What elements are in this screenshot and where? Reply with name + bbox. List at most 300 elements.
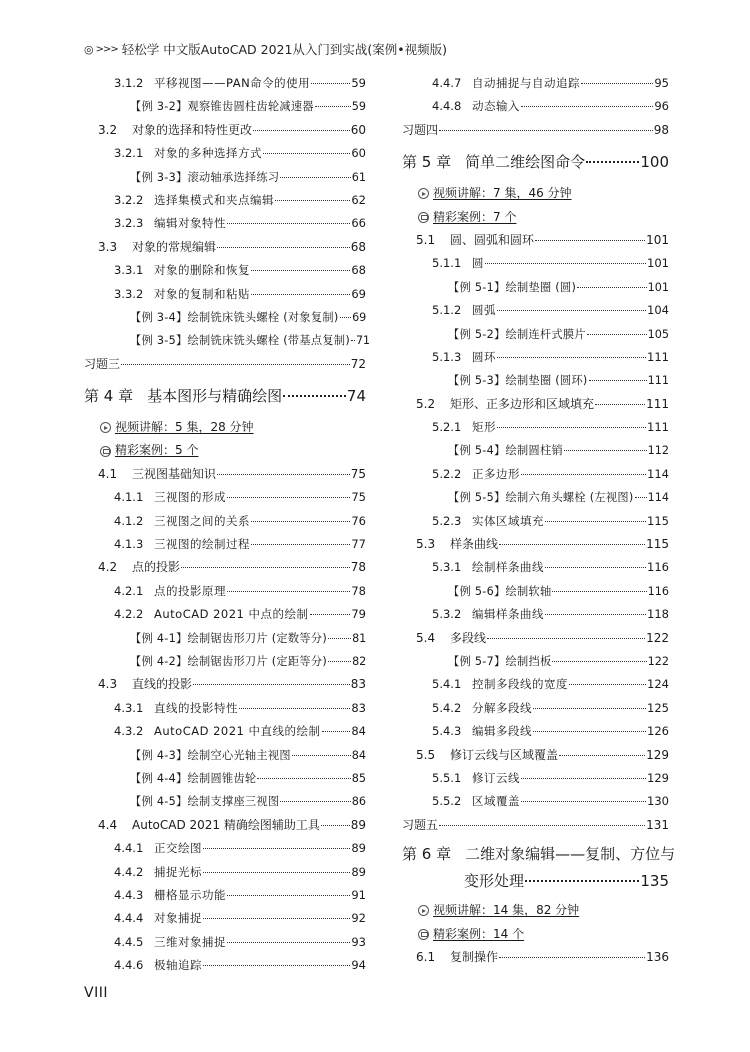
section-number: 5.4 <box>416 630 436 645</box>
meta-text: 精彩案例：14 个 <box>433 926 525 941</box>
page-ref: 62 <box>351 192 366 207</box>
page-ref: 111 <box>647 349 669 364</box>
dot-leader <box>227 894 350 896</box>
page-ref: 61 <box>351 170 366 184</box>
dot-leader <box>251 520 350 522</box>
toc-exercises <box>402 814 669 837</box>
toc-subsection <box>84 720 366 743</box>
section-number: 5.2.3 <box>432 513 462 528</box>
entry-title: 栅格显示功能 <box>154 887 226 902</box>
page-ref: 68 <box>350 239 366 254</box>
dot-leader <box>497 426 646 428</box>
entry-title: 对象捕捉 <box>154 911 202 926</box>
dot-leader <box>310 613 351 615</box>
toc-example <box>84 790 366 813</box>
section-number: 3.2.1 <box>114 146 144 161</box>
toc-subsection <box>402 346 669 369</box>
section-number: 3.2 <box>98 122 118 137</box>
chapter-meta <box>84 439 366 462</box>
entry-title: AutoCAD 2021 中直线的绘制 <box>154 724 321 739</box>
toc-example <box>84 95 366 118</box>
page-ref: 92 <box>351 911 366 926</box>
dot-leader <box>217 246 350 248</box>
header-arrows-icon: >>> <box>95 44 118 55</box>
page-ref: 111 <box>646 396 669 411</box>
header-book-title: 轻松学 中文版AutoCAD 2021从入门到实战(案例•视频版) <box>121 42 448 57</box>
dot-leader <box>227 941 350 943</box>
page-ref: 124 <box>647 677 669 692</box>
page-ref: 91 <box>351 887 366 902</box>
page-ref: 86 <box>351 795 366 809</box>
page-ref: 79 <box>351 607 366 622</box>
entry-title: 三视图的绘制过程 <box>154 537 250 552</box>
case-book-icon <box>100 446 111 457</box>
page-ref: 78 <box>350 560 366 575</box>
section-number: 4.4.4 <box>114 911 144 926</box>
entry-title: 自动捕捉与自动追踪 <box>472 76 580 90</box>
toc-subsection <box>402 252 669 275</box>
section-number: 5.5.2 <box>432 794 462 809</box>
page-ref: 104 <box>647 303 669 318</box>
dot-leader <box>227 590 350 592</box>
meta-text: 精彩案例：7 个 <box>433 209 517 224</box>
section-number: 5.3.1 <box>432 560 462 575</box>
section-number: 4.4 <box>98 817 118 832</box>
meta-text: 精彩案例：5 个 <box>115 443 199 458</box>
dot-leader <box>497 309 646 311</box>
page-ref: 93 <box>351 934 366 949</box>
entry-title: AutoCAD 2021 精确绘图辅助工具 <box>132 817 320 832</box>
toc-chapter <box>402 841 676 895</box>
entry-title: 修订云线与区域覆盖 <box>450 747 559 762</box>
page-ref: 115 <box>647 513 669 528</box>
entry-title: 【例 4-5】绘制支撑座三视图 <box>130 795 280 809</box>
dot-leader <box>586 160 639 163</box>
page-ref: 111 <box>647 374 669 388</box>
entry-title: 【例 4-4】绘制圆锥齿轮 <box>130 771 257 785</box>
toc-subsection <box>84 212 366 235</box>
entry-title: 习题五 <box>402 817 439 832</box>
toc-subsection <box>84 283 366 306</box>
page-ref: 78 <box>351 583 366 598</box>
section-number: 4.2.1 <box>114 583 144 598</box>
entry-title: 多段线 <box>450 630 487 645</box>
dot-leader <box>545 613 646 615</box>
toc-subsection <box>84 954 366 977</box>
entry-title: 对象的常规编辑 <box>132 239 217 254</box>
section-number: 5.2.1 <box>432 420 462 435</box>
page-ref: 94 <box>351 958 366 973</box>
toc-section <box>84 119 366 142</box>
toc-section <box>402 393 669 416</box>
toc-subsection <box>84 884 366 907</box>
section-number: 4.2.2 <box>114 607 144 622</box>
page-ref: 72 <box>350 356 366 371</box>
dot-leader <box>499 543 645 545</box>
page-ref: 59 <box>351 76 366 90</box>
toc-example <box>84 329 370 352</box>
dot-leader <box>545 566 646 568</box>
chapter-title: 二维对象编辑——复制、方位与 <box>465 845 676 864</box>
dot-leader <box>635 496 647 498</box>
chapter-meta <box>84 416 366 439</box>
toc-subsection <box>402 463 669 486</box>
toc-example <box>84 744 366 767</box>
entry-title: 圆 <box>472 256 484 271</box>
case-book-icon <box>418 212 429 223</box>
page-ref: 69 <box>352 310 366 324</box>
dot-leader <box>263 152 350 154</box>
dot-leader <box>439 129 653 131</box>
page-ref: 59 <box>351 100 366 114</box>
toc-right-column <box>402 72 676 969</box>
video-play-icon <box>100 422 111 433</box>
dot-leader <box>487 637 645 639</box>
dot-leader <box>545 520 646 522</box>
page-ref: 101 <box>647 280 669 294</box>
entry-title: 【例 3-4】绘制铣床铣头螺栓 (对象复制) <box>130 310 339 324</box>
page-ref: 60 <box>351 146 366 161</box>
dot-leader <box>533 730 646 732</box>
entry-title: 【例 3-5】绘制铣床铣头螺栓 (带基点复制) <box>130 334 351 348</box>
toc-subsection <box>402 72 669 95</box>
dot-leader <box>292 754 351 756</box>
entry-title: 直线的投影特性 <box>154 700 238 715</box>
section-number: 3.3 <box>98 239 118 254</box>
dot-leader <box>251 269 350 271</box>
entry-title: 【例 5-5】绘制六角头螺栓 (左视图) <box>448 491 634 505</box>
dot-leader <box>283 394 346 397</box>
page-ref: 84 <box>351 724 366 739</box>
page-ref: 100 <box>640 153 669 172</box>
toc-subsection <box>84 486 366 509</box>
section-number: 3.2.2 <box>114 192 144 207</box>
entry-title: 圆、圆弧和圆环 <box>450 232 535 247</box>
dot-leader <box>311 82 350 84</box>
page-ref: 75 <box>350 466 366 481</box>
section-number: 5.5.1 <box>432 770 462 785</box>
toc-subsection <box>402 767 669 790</box>
dot-leader <box>589 379 647 381</box>
entry-title: 分解多段线 <box>472 700 532 715</box>
entry-title: 对象的多种选择方式 <box>154 146 262 161</box>
meta-text: 视频讲解：7 集，46 分钟 <box>433 186 572 201</box>
section-number: 4.4.5 <box>114 934 144 949</box>
section-number: 4.4.7 <box>432 76 462 90</box>
section-number: 5.1 <box>416 232 436 247</box>
entry-title: 正交绘图 <box>154 841 202 856</box>
page-ref: 69 <box>351 286 366 301</box>
toc-subsection <box>84 142 366 165</box>
page-ref: 77 <box>351 537 366 552</box>
section-number: 6.1 <box>416 949 436 964</box>
page-ref: 75 <box>351 490 366 505</box>
page-ref: 95 <box>654 76 669 90</box>
page-ref: 122 <box>646 630 669 645</box>
dot-leader <box>535 239 645 241</box>
entry-title: 【例 5-6】绘制软轴 <box>448 584 552 598</box>
toc-subsection <box>84 533 366 556</box>
dot-leader <box>499 956 645 958</box>
entry-title: 矩形、正多边形和区域填充 <box>450 396 595 411</box>
dot-leader <box>280 176 350 178</box>
section-number: 3.3.1 <box>114 263 144 278</box>
dot-leader <box>227 496 350 498</box>
toc-example <box>402 650 669 673</box>
toc-example <box>402 439 669 462</box>
case-book-icon <box>418 929 429 940</box>
chapter-title: 简单二维绘图命令 <box>465 153 586 172</box>
toc-example <box>402 369 669 392</box>
chapter-title: 基本图形与精确绘图 <box>147 387 283 406</box>
section-number: 5.2.2 <box>432 466 462 481</box>
toc-subsection <box>84 580 366 603</box>
entry-title: 动态输入 <box>472 99 520 114</box>
dot-leader <box>485 262 646 264</box>
dot-leader <box>552 660 646 662</box>
dot-leader <box>497 356 646 358</box>
section-number: 5.5 <box>416 747 436 762</box>
toc-subsection <box>402 556 669 579</box>
section-number: 4.3 <box>98 677 118 692</box>
section-number: 5.3.2 <box>432 607 462 622</box>
entry-title: 【例 5-1】绘制垫圈 (圆) <box>448 280 577 294</box>
toc-subsection <box>84 259 366 282</box>
toc-subsection <box>84 510 366 533</box>
toc-subsection <box>402 673 669 696</box>
dot-leader <box>521 105 653 107</box>
page-ref: 112 <box>647 444 669 458</box>
toc-section <box>402 533 669 556</box>
entry-title: 【例 5-3】绘制垫圈 (圆环) <box>448 374 588 388</box>
dot-leader <box>253 129 350 131</box>
page-ref: 89 <box>351 864 366 879</box>
toc-section <box>84 814 366 837</box>
chapter-meta <box>402 923 669 946</box>
entry-title: 对象的复制和粘贴 <box>154 286 250 301</box>
entry-title: 矩形 <box>472 420 496 435</box>
toc-subsection <box>402 510 669 533</box>
section-number: 4.1.3 <box>114 537 144 552</box>
page-ref: 76 <box>351 513 366 528</box>
toc-example <box>84 650 366 673</box>
page-ref: 125 <box>647 700 669 715</box>
page-ref: 96 <box>654 99 669 114</box>
toc-example <box>402 323 669 346</box>
entry-title: 复制操作 <box>450 949 499 964</box>
section-number: 5.4.2 <box>432 700 462 715</box>
toc-subsection <box>84 931 366 954</box>
dot-leader <box>227 222 350 224</box>
toc-example <box>84 166 366 189</box>
toc-example <box>402 486 669 509</box>
section-number: 5.2 <box>416 396 436 411</box>
section-number: 5.4.3 <box>432 724 462 739</box>
toc-exercises <box>402 119 669 142</box>
page-ref: 83 <box>350 677 366 692</box>
page-ref: 129 <box>647 770 669 785</box>
entry-title: 控制多段线的宽度 <box>472 677 568 692</box>
chapter-meta <box>402 206 669 229</box>
chapter-line-1 <box>402 841 676 868</box>
running-header <box>84 40 684 60</box>
section-number: 4.3.1 <box>114 700 144 715</box>
entry-title: 三维对象捕捉 <box>154 934 226 949</box>
entry-title: 【例 5-2】绘制连杆式膜片 <box>448 327 586 341</box>
dot-leader <box>564 449 647 451</box>
chapter-number: 第 4 章 <box>84 387 134 406</box>
dot-leader <box>559 754 645 756</box>
page-ref: 98 <box>653 122 669 137</box>
toc-subsection <box>402 299 669 322</box>
chapter-meta <box>402 182 669 205</box>
dot-leader <box>239 707 350 709</box>
page-ref: 81 <box>352 631 366 645</box>
dot-leader <box>251 543 350 545</box>
section-number: 4.4.2 <box>114 864 144 879</box>
toc-chapter <box>402 142 669 182</box>
section-number: 5.1.2 <box>432 303 462 318</box>
toc-subsection <box>84 907 366 930</box>
chapter-title-cont: 变形处理 <box>464 872 525 891</box>
chapter-meta <box>402 899 669 922</box>
toc-subsection <box>84 603 366 626</box>
dot-leader <box>525 879 639 882</box>
dot-leader <box>595 403 645 405</box>
toc-example <box>84 306 366 329</box>
page-ref: 114 <box>647 491 669 505</box>
dot-leader <box>203 847 350 849</box>
dot-leader <box>552 590 646 592</box>
page-ref: 135 <box>640 872 669 891</box>
entry-title: 区域覆盖 <box>472 794 520 809</box>
dot-leader <box>587 333 647 335</box>
dot-leader <box>577 286 647 288</box>
dot-leader <box>203 917 350 919</box>
section-number: 4.3.2 <box>114 724 144 739</box>
entry-title: 编辑样条曲线 <box>472 607 544 622</box>
page-ref: 136 <box>646 949 669 964</box>
entry-title: 对象的删除和恢复 <box>154 263 250 278</box>
section-number: 4.4.1 <box>114 841 144 856</box>
entry-title: 编辑对象特性 <box>154 216 226 231</box>
dot-leader <box>315 105 351 107</box>
section-number: 4.1.2 <box>114 513 144 528</box>
dot-leader <box>322 730 351 732</box>
page-ref: 115 <box>646 537 669 552</box>
toc-section <box>402 229 669 252</box>
meta-text: 视频讲解：5 集，28 分钟 <box>115 420 254 435</box>
section-number: 3.2.3 <box>114 216 144 231</box>
toc-subsection <box>84 697 366 720</box>
entry-title: 习题三 <box>84 356 121 371</box>
dot-leader <box>569 683 646 685</box>
toc-example <box>402 276 669 299</box>
toc-example <box>402 580 669 603</box>
entry-title: 正多边形 <box>472 466 520 481</box>
toc-chapter <box>84 376 366 416</box>
entry-title: 三视图的形成 <box>154 490 226 505</box>
toc-section <box>402 627 669 650</box>
page-ref: 83 <box>351 700 366 715</box>
dot-leader <box>321 824 350 826</box>
toc-section <box>84 673 366 696</box>
page-ref: 71 <box>356 334 370 348</box>
entry-title: 捕捉光标 <box>154 864 202 879</box>
entry-title: 直线的投影 <box>132 677 193 692</box>
toc-subsection <box>402 697 669 720</box>
entry-title: 【例 5-4】绘制圆柱销 <box>448 444 563 458</box>
page-ref: 126 <box>647 724 669 739</box>
dot-leader <box>203 964 350 966</box>
page-ref: 66 <box>351 216 366 231</box>
dot-leader <box>328 637 351 639</box>
entry-title: 【例 4-2】绘制锯齿形刀片 (定距等分) <box>130 654 328 668</box>
section-number: 5.1.1 <box>432 256 462 271</box>
dot-leader <box>217 473 350 475</box>
entry-title: 点的投影原理 <box>154 583 226 598</box>
entry-title: 实体区域填充 <box>472 513 544 528</box>
entry-title: 习题四 <box>402 122 439 137</box>
toc-section <box>402 946 669 969</box>
page-ref: 85 <box>351 771 366 785</box>
dot-leader <box>521 777 646 779</box>
header-circle-icon: ◎ <box>84 43 94 56</box>
entry-title: 对象的选择和特性更改 <box>132 122 253 137</box>
entry-title: 选择集模式和夹点编辑 <box>154 192 274 207</box>
section-number: 4.1.1 <box>114 490 144 505</box>
section-number: 4.4.3 <box>114 887 144 902</box>
dot-leader <box>251 293 350 295</box>
page-ref: 116 <box>647 584 669 598</box>
toc-example <box>84 627 366 650</box>
section-number: 4.2 <box>98 560 118 575</box>
page-ref: 89 <box>351 841 366 856</box>
entry-title: 点的投影 <box>132 560 181 575</box>
entry-title: 三视图基础知识 <box>132 466 217 481</box>
entry-title: 【例 3-2】观察锥齿圆柱齿轮减速器 <box>130 100 314 114</box>
toc-section <box>84 463 366 486</box>
dot-leader <box>581 82 653 84</box>
entry-title: 圆弧 <box>472 303 496 318</box>
page-ref: 84 <box>351 748 366 762</box>
page-ref: 111 <box>647 420 669 435</box>
dot-leader <box>181 566 350 568</box>
toc-subsection <box>84 72 366 95</box>
entry-title: 圆环 <box>472 349 496 364</box>
entry-title: 三视图之间的关系 <box>154 513 250 528</box>
page-ref: 129 <box>646 747 669 762</box>
dot-leader <box>257 777 350 779</box>
chapter-number: 第 5 章 <box>402 153 452 172</box>
dot-leader <box>521 800 646 802</box>
page-ref: 122 <box>647 654 669 668</box>
section-number: 4.1 <box>98 466 118 481</box>
dot-leader <box>328 660 351 662</box>
page-ref: 101 <box>647 256 669 271</box>
page-ref: 60 <box>350 122 366 137</box>
toc-subsection <box>402 603 669 626</box>
dot-leader <box>340 316 352 318</box>
dot-leader <box>533 707 646 709</box>
toc-subsection <box>402 95 669 118</box>
meta-text: 视频讲解：14 集，82 分钟 <box>433 903 580 918</box>
section-number: 5.4.1 <box>432 677 462 692</box>
page-ref: 114 <box>647 466 669 481</box>
entry-title: 【例 4-1】绘制锯齿形刀片 (定数等分) <box>130 631 328 645</box>
toc-section <box>402 744 669 767</box>
section-number: 3.3.2 <box>114 286 144 301</box>
